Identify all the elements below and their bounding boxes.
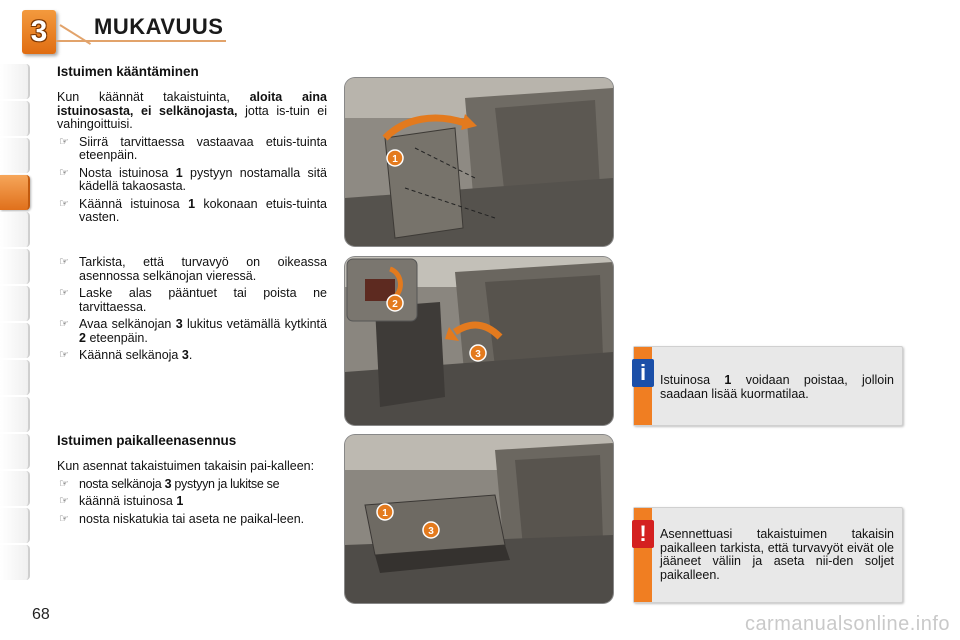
step-text: Avaa selkänojan: [79, 317, 172, 331]
list-item: [57, 287, 327, 314]
list-item: [57, 136, 327, 163]
hand-pointer-icon: ☞: [59, 135, 69, 148]
callout-label: 2: [392, 299, 398, 310]
hand-pointer-icon: ☞: [59, 477, 69, 490]
step-text: Käännä istuinosa: [79, 196, 180, 211]
list-item: [57, 167, 327, 194]
list-item: [57, 478, 327, 492]
hand-pointer-icon: ☞: [59, 287, 69, 299]
info-note-text: [634, 347, 902, 407]
chapter-tab[interactable]: [0, 64, 30, 99]
callout-ref: 3: [175, 317, 183, 331]
hand-pointer-icon: ☞: [59, 349, 69, 361]
step-text: Siirrä tarvittaessa vastaavaa etuis-tuinta eteenpäin.: [79, 134, 327, 162]
callout-ref: 3: [181, 348, 189, 362]
hand-pointer-icon: ☞: [59, 318, 69, 330]
step-text: Laske alas pääntuet tai poista ne tarvittaessa.: [79, 286, 327, 314]
callout-label: 3: [475, 349, 481, 360]
header-rule: [56, 40, 226, 42]
info-note: [633, 346, 903, 426]
watermark: carmanualsonline.info: [744, 613, 950, 635]
intro-paragraph: [57, 91, 327, 132]
info-icon: i: [632, 359, 654, 387]
section-folding-backrest: [57, 252, 327, 363]
chapter-tab[interactable]: [0, 434, 30, 469]
step-list: [57, 256, 327, 363]
chapter-tab[interactable]: [0, 508, 30, 543]
seat-photo-1: [345, 78, 613, 246]
hand-pointer-icon: ☞: [59, 495, 69, 507]
chapter-tab[interactable]: [0, 545, 30, 580]
chapter-tab[interactable]: [0, 249, 30, 284]
page-title: MUKAVUUS: [94, 14, 224, 39]
chapter-badge: [22, 10, 56, 54]
step-text: eteenpäin.: [89, 330, 148, 345]
list-item: [57, 349, 327, 363]
step-text: Nosta istuinosa: [79, 165, 169, 180]
step-text: lukitus vetämällä kytkintä: [187, 317, 327, 331]
list-item: [57, 256, 327, 283]
chapter-tab[interactable]: [0, 397, 30, 432]
chapter-tab-active[interactable]: [0, 175, 30, 210]
list-item: [57, 318, 327, 345]
list-item: [57, 513, 327, 527]
note-text: Istuinosa: [660, 373, 711, 387]
step-text: pystyyn nostamalla sitä kädellä takaosasta.: [79, 165, 327, 193]
step-text: nosta niskatukia tai aseta ne paikal-leen.: [79, 511, 305, 526]
chapter-tab[interactable]: [0, 360, 30, 395]
hand-pointer-icon: ☞: [59, 197, 69, 210]
hand-pointer-icon: ☞: [59, 512, 69, 525]
step-text: pystyyn ja lukitse se: [174, 476, 280, 491]
intro-emphasis: aloita aina istuinosasta, ei selkänojasta,: [57, 90, 327, 118]
seat-photo-2: [345, 257, 613, 425]
callout-label: 1: [382, 508, 388, 519]
warning-note: [633, 507, 903, 603]
step-text: Tarkista, että turvavyö on oikeassa asennossa selkänojan vieressä.: [79, 255, 327, 283]
callout-ref: 1: [724, 373, 732, 387]
step-text: .: [188, 348, 193, 362]
step-text: Käännä selkänoja: [79, 348, 179, 362]
callout-label: 1: [392, 154, 398, 165]
callout-label: 3: [428, 526, 434, 537]
callout-ref: 1: [176, 494, 184, 508]
page-number: 68: [32, 606, 50, 623]
list-item: [57, 198, 327, 225]
list-item: [57, 495, 327, 509]
callout-ref: 3: [164, 476, 172, 491]
note-text: voidaan poistaa, jolloin saadaan lisää kuormatilaa.: [660, 373, 894, 401]
section-heading: Istuimen paikalleenasennus: [57, 433, 237, 448]
step-text: käännä istuinosa: [79, 494, 173, 508]
step-list: [57, 478, 327, 527]
intro-text: Kun käännät takaistuinta,: [57, 90, 230, 104]
intro-paragraph: Kun asennat takaistuimen takaisin pai-kalleen:: [57, 459, 315, 473]
chapter-tab[interactable]: [0, 138, 30, 173]
chapter-tab[interactable]: [0, 323, 30, 358]
step-text: kokonaan etuis-tuinta vasten.: [79, 196, 327, 224]
hand-pointer-icon: ☞: [59, 256, 69, 268]
section-folding: [57, 64, 327, 225]
warning-icon: !: [632, 520, 654, 548]
callout-ref: 2: [79, 330, 86, 345]
section-heading: Istuimen kääntäminen: [57, 64, 199, 79]
step-list: [57, 136, 327, 225]
chapter-number: 3: [30, 15, 48, 48]
chapter-tabs: [0, 64, 30, 582]
hand-pointer-icon: ☞: [59, 166, 69, 179]
chapter-tab[interactable]: [0, 286, 30, 321]
chapter-tab[interactable]: [0, 101, 30, 136]
step-text: nosta selkänoja: [79, 476, 162, 491]
chapter-tab[interactable]: [0, 212, 30, 247]
section-reinstall: [57, 433, 327, 526]
intro-tail: jotta is-tuin ei vahingoittuisi.: [57, 103, 327, 131]
seat-photo-3: [345, 435, 613, 603]
chapter-tab[interactable]: [0, 471, 30, 506]
callout-ref: 1: [188, 196, 196, 211]
warning-note-text: Asennettuasi takaistuimen takaisin paikalleen tarkista, että turvavyöt eivät ole jääneet väliin ja aseta nii-den soljet paikalleen.: [660, 527, 894, 582]
callout-ref: 1: [175, 165, 183, 180]
